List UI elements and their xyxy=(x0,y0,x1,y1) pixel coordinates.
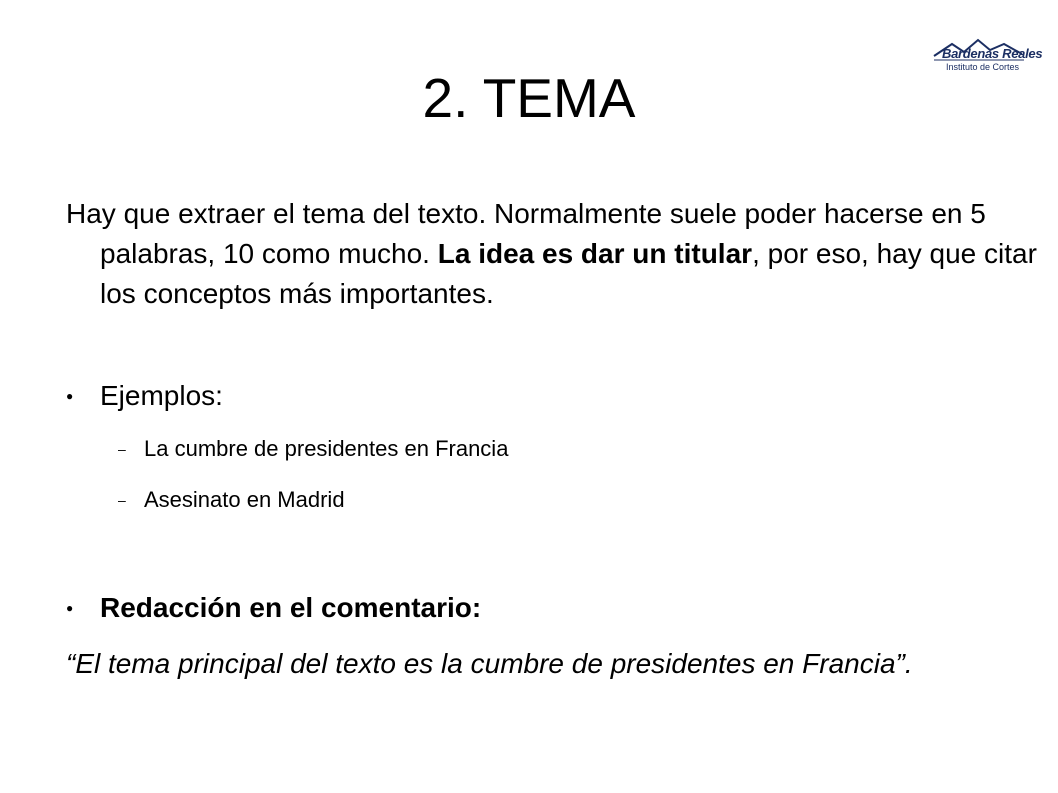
example-text: La cumbre de presidentes en Francia xyxy=(144,436,509,461)
slide-title: 2. TEMA xyxy=(422,67,636,129)
examples-label: Ejemplos: xyxy=(100,380,223,411)
logo-name: Bardenas Reales xyxy=(942,46,1043,61)
bullet-dot-icon: ● xyxy=(66,389,74,403)
intro-text-bold: La idea es dar un titular xyxy=(437,238,753,269)
example-text: Asesinato en Madrid xyxy=(144,487,345,512)
intro-text-part2: , por eso, hay que citar los conceptos más importantes. xyxy=(100,238,1037,309)
writing-label: Redacción en el comentario: xyxy=(100,592,482,623)
logo-subtitle: Instituto de Cortes xyxy=(946,62,1020,72)
bullet-dot-icon: ● xyxy=(66,601,74,615)
dash-icon: – xyxy=(118,441,126,457)
example-quote: “El tema principal del texto es la cumbre de presidentes en Francia”. xyxy=(66,648,913,679)
intro-text-part1: Hay que extraer el tema del texto. Normalmente suele poder hacerse en 5 palabras, 10 como mucho. xyxy=(66,198,986,269)
intro-paragraph xyxy=(66,194,1040,314)
dash-icon: – xyxy=(118,492,126,508)
